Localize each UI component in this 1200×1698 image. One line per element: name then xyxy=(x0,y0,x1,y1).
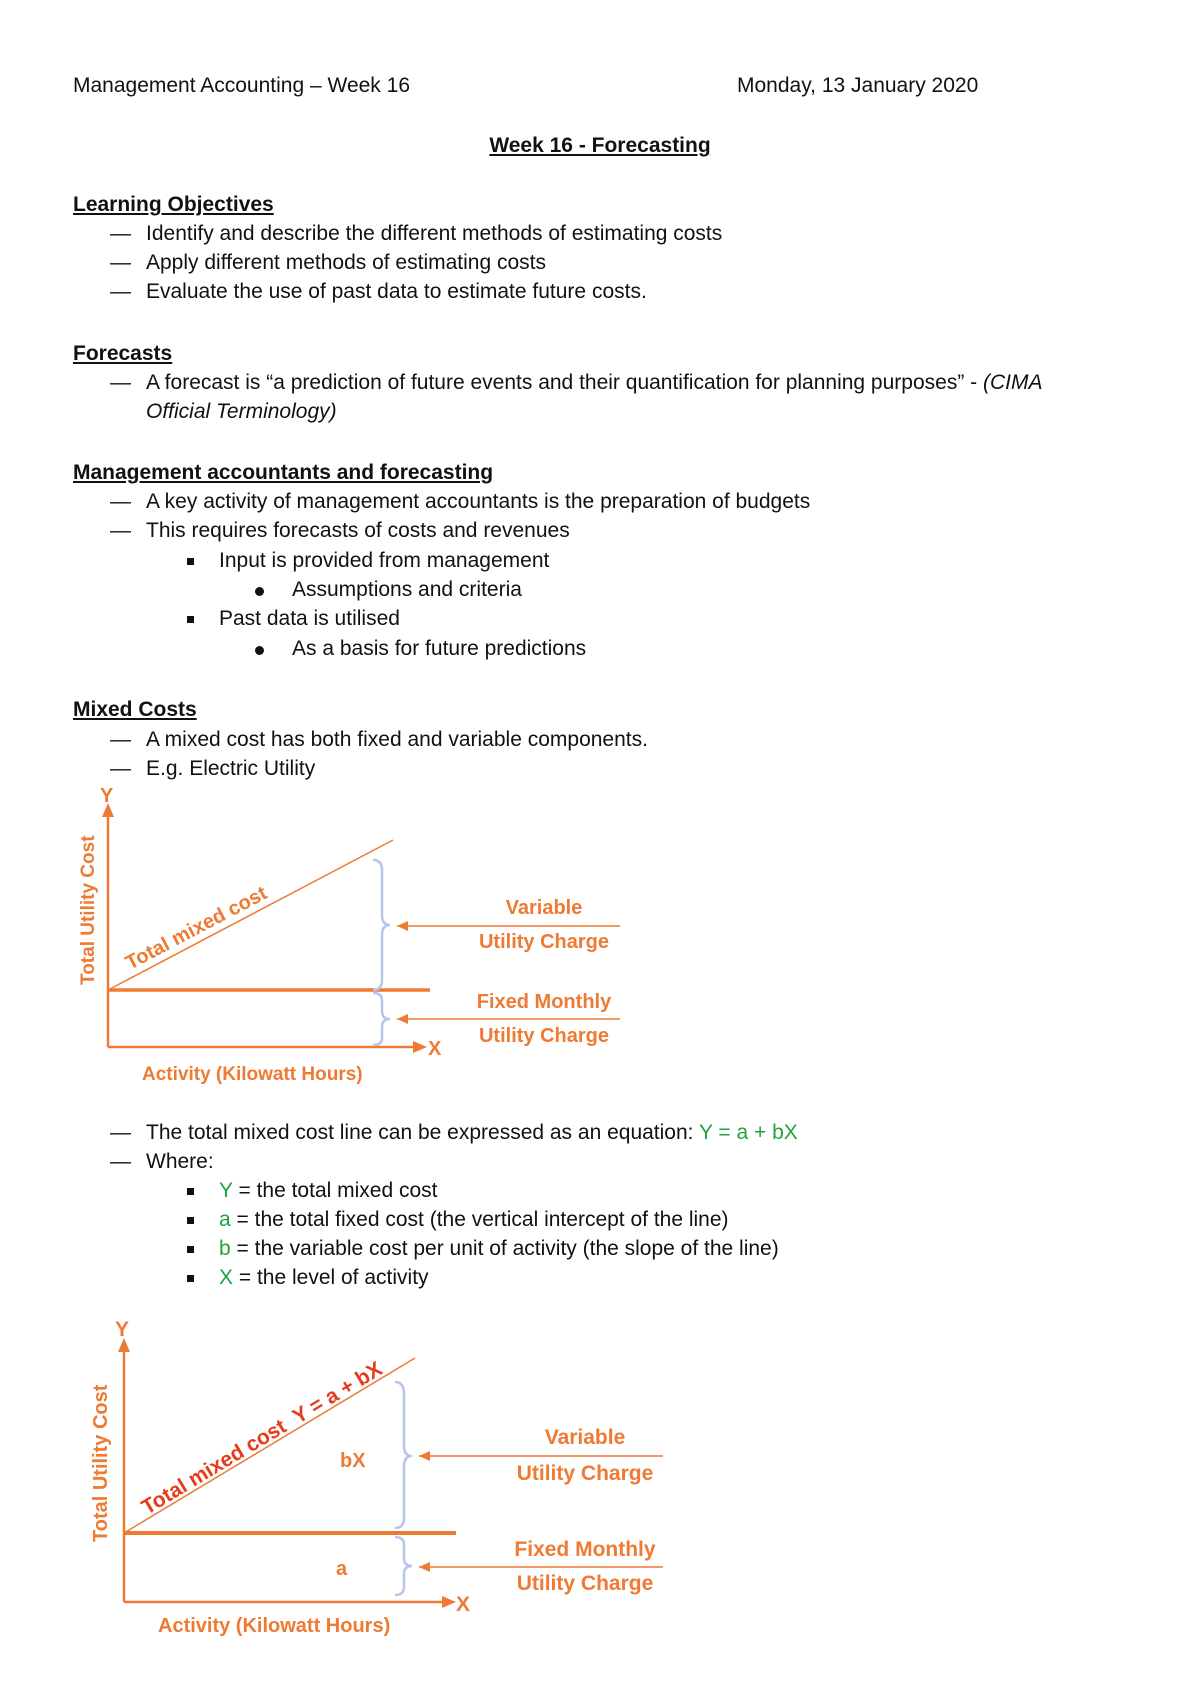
dash-bullet-icon: — xyxy=(110,1121,131,1144)
fixed-brace-icon xyxy=(373,993,390,1045)
square-bullet-icon xyxy=(187,1275,194,1282)
mixed-item: E.g. Electric Utility xyxy=(146,757,316,780)
objective-item: Apply different methods of estimating costs xyxy=(146,251,546,274)
definition-item xyxy=(219,1179,438,1203)
x-axis-title: Activity (Kilowatt Hours) xyxy=(158,1615,391,1637)
forecast-source: (CIMA xyxy=(982,371,1043,394)
variable-label: Variable xyxy=(505,897,583,919)
fixed-arrow-icon xyxy=(419,1562,430,1572)
fixed-arrow-icon xyxy=(397,1014,408,1024)
where-label: Where: xyxy=(146,1150,214,1173)
square-bullet-icon xyxy=(187,1246,194,1253)
learning-objectives-heading: Learning Objectives xyxy=(73,193,274,216)
x-axis-title: Activity (Kilowatt Hours) xyxy=(142,1064,363,1085)
mixed-item: A mixed cost has both fixed and variable components. xyxy=(146,728,648,751)
x-axis-letter: X xyxy=(428,1038,442,1060)
fixed-label: Fixed Monthly xyxy=(476,991,612,1013)
equation-line xyxy=(146,1121,798,1145)
dash-bullet-icon: — xyxy=(110,251,131,274)
dash-bullet-icon: — xyxy=(110,490,131,513)
fixed-brace-icon xyxy=(395,1537,412,1595)
mixed-cost-chart-1 xyxy=(70,785,640,1085)
definition-symbol: Y xyxy=(219,1179,233,1202)
mgmt-subsubitem: As a basis for future predictions xyxy=(292,637,587,660)
page-title: Week 16 - Forecasting xyxy=(489,134,711,157)
variable-brace-icon xyxy=(395,1382,412,1528)
definition-symbol: b xyxy=(219,1237,231,1260)
header-course: Management Accounting – Week 16 xyxy=(73,74,410,97)
variable-brace-icon xyxy=(373,860,390,990)
total-mixed-cost-label: Total mixed cost xyxy=(122,882,271,975)
square-bullet-icon xyxy=(187,1188,194,1195)
x-axis-arrow-icon xyxy=(413,1041,427,1053)
management-accountants-heading: Management accountants and forecasting xyxy=(73,461,494,484)
definition-item xyxy=(219,1237,779,1261)
y-axis-title: Total Utility Cost xyxy=(90,1384,112,1542)
definition-text: = the total mixed cost xyxy=(232,1179,438,1202)
definition-text: = the level of activity xyxy=(233,1266,429,1289)
mgmt-subsubitem: Assumptions and criteria xyxy=(292,578,522,601)
dash-bullet-icon: — xyxy=(110,371,131,394)
fixed-label-2: Utility Charge xyxy=(478,1025,610,1047)
objective-item: Evaluate the use of past data to estimate future costs. xyxy=(146,280,647,303)
variable-label: Variable xyxy=(544,1426,626,1449)
definition-symbol: a xyxy=(219,1208,231,1231)
dash-bullet-icon: — xyxy=(110,280,131,303)
round-bullet-icon xyxy=(255,587,264,596)
x-axis-letter: X xyxy=(456,1593,471,1616)
square-bullet-icon xyxy=(187,616,194,623)
forecast-source-cont: Official Terminology) xyxy=(146,400,337,423)
y-axis-letter: Y xyxy=(115,1320,130,1341)
dash-bullet-icon: — xyxy=(110,757,131,780)
a-label: a xyxy=(336,1558,348,1580)
square-bullet-icon xyxy=(187,1217,194,1224)
variable-label-2: Utility Charge xyxy=(516,1462,654,1485)
forecast-definition xyxy=(146,371,1042,395)
total-mixed-cost-label xyxy=(138,1357,387,1519)
dash-bullet-icon: — xyxy=(110,1150,131,1173)
mgmt-item: This requires forecasts of costs and revenues xyxy=(146,519,570,542)
definition-item xyxy=(219,1266,429,1290)
objective-item: Identify and describe the different methods of estimating costs xyxy=(146,222,723,245)
equation-label: Y = a + bX xyxy=(288,1357,387,1429)
dash-bullet-icon: — xyxy=(110,728,131,751)
y-axis-title: Total Utility Cost xyxy=(78,835,99,985)
dash-bullet-icon: — xyxy=(110,519,131,542)
mgmt-subitem: Past data is utilised xyxy=(219,607,400,630)
variable-arrow-icon xyxy=(419,1451,430,1461)
square-bullet-icon xyxy=(187,558,194,565)
total-cost-line xyxy=(108,840,393,990)
round-bullet-icon xyxy=(255,646,264,655)
forecast-definition-text: A forecast is “a prediction of future events and their quantification for planning purposes” - xyxy=(146,371,983,394)
mixed-costs-heading: Mixed Costs xyxy=(73,698,197,721)
x-axis-arrow-icon xyxy=(442,1596,456,1608)
equation-text: The total mixed cost line can be expressed as an equation: xyxy=(146,1121,699,1144)
mgmt-item: A key activity of management accountants is the preparation of budgets xyxy=(146,490,811,513)
equation-formula: Y = a + bX xyxy=(698,1121,798,1144)
fixed-label-2: Utility Charge xyxy=(516,1572,654,1595)
variable-label-2: Utility Charge xyxy=(478,931,610,953)
total-mixed-cost-text: Total mixed cost xyxy=(137,1415,291,1520)
definition-text: = the total fixed cost (the vertical intercept of the line) xyxy=(230,1208,729,1231)
mgmt-subitem: Input is provided from management xyxy=(219,549,550,572)
definition-text: = the variable cost per unit of activity (the slope of the line) xyxy=(230,1237,779,1260)
definition-symbol: X xyxy=(219,1266,234,1289)
variable-arrow-icon xyxy=(397,921,408,931)
dash-bullet-icon: — xyxy=(110,222,131,245)
y-axis-letter: Y xyxy=(100,785,114,807)
mixed-cost-chart-2 xyxy=(80,1320,680,1640)
definition-item xyxy=(219,1208,729,1232)
forecasts-heading: Forecasts xyxy=(73,342,173,365)
fixed-label: Fixed Monthly xyxy=(514,1538,656,1561)
header-date: Monday, 13 January 2020 xyxy=(737,74,979,97)
bx-label: bX xyxy=(340,1450,366,1472)
